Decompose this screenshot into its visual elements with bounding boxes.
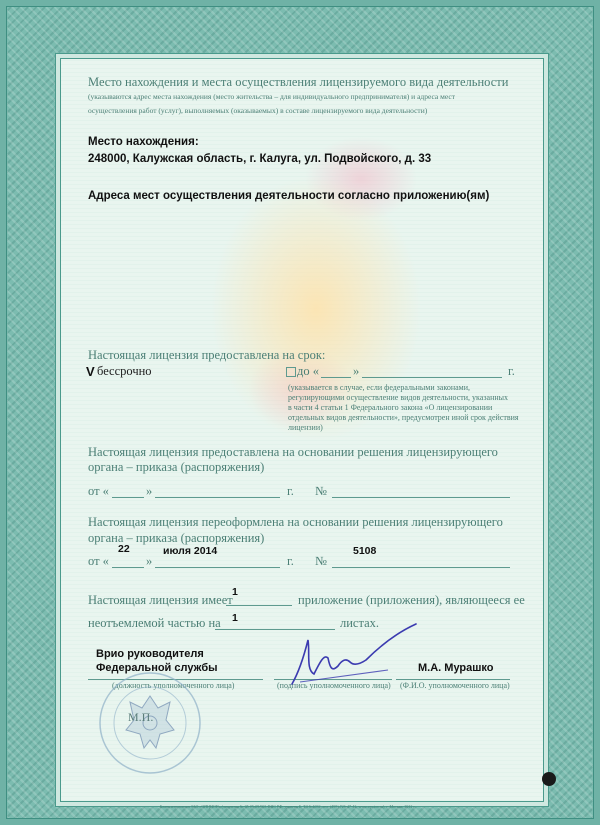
signature-caption: (подпись уполномоченного лица) xyxy=(277,681,391,690)
basis-from-mid: » xyxy=(146,484,153,498)
term-until-prefix: до « xyxy=(297,364,319,378)
basis-year-suffix: г. xyxy=(287,484,294,498)
term-note-1: (указывается в случае, если федеральными законами, xyxy=(288,383,471,392)
term-note-5: лицензии) xyxy=(288,423,323,432)
hole-punch-icon xyxy=(542,772,556,786)
reissue-day: 22 xyxy=(118,543,130,555)
activity-places: Адреса мест осуществления деятельности согласно приложению(ям) xyxy=(88,190,490,202)
term-note-3: в части 4 статьи 1 Федерального закона «О лицензировании xyxy=(288,403,493,412)
term-label: Настоящая лицензия предоставлена на срок: xyxy=(88,348,326,362)
header-title: Место нахождения и места осуществления лицензируемого вида деятельности xyxy=(88,75,509,89)
stamp-place: М.П. xyxy=(128,710,154,724)
term-note-2: регулирующими осуществление видов деятельности, указанных xyxy=(288,393,509,402)
appendix-line-1-prefix: Настоящая лицензия имеет xyxy=(88,593,233,607)
term-unlimited-label: бессрочно xyxy=(97,364,152,378)
location-label: Место нахождения: xyxy=(88,136,199,148)
location-address: 248000, Калужская область, г. Калуга, ул. Подвойского, д. 33 xyxy=(88,153,432,165)
term-until-mid: » xyxy=(353,364,360,378)
term-check-mark: V xyxy=(86,364,95,379)
reissue-line-2: органа – приказа (распоряжения) xyxy=(88,531,265,545)
basis-line-2: органа – приказа (распоряжения) xyxy=(88,460,265,474)
term-note-4: отдельных видов деятельности», предусмотрен иной срок действия xyxy=(288,413,519,422)
appendix-count: 1 xyxy=(232,586,238,598)
position-caption: (должность уполномоченного лица) xyxy=(112,681,235,690)
reissue-line-1: Настоящая лицензия переоформлена на основании решения лицензирующего xyxy=(88,515,503,529)
signer-name: М.А. Мурашко xyxy=(418,662,494,674)
reissue-number: 5108 xyxy=(353,545,377,557)
signer-position-2: Федеральной службы xyxy=(96,662,218,674)
signer-position-1: Врио руководителя xyxy=(96,648,204,660)
basis-line-1: Настоящая лицензия предоставлена на основании решения лицензирующего xyxy=(88,445,498,459)
reissue-month-year: июля 2014 xyxy=(163,545,218,557)
printer-info: Бланк изготовлен ЗАО «ОПЦИОН» (лицензия № 05-05-09/003 ФНС РФ, уровень Б, ТЗ №1032, тел. (495) 726-47-42, www.opcion.ru), г. Москва, 2012 г. xyxy=(160,804,416,809)
reissue-from-prefix: от « xyxy=(88,554,109,568)
header-note-2: осуществления работ (услуг), выполняемых (оказываемых) в составе лицензируемого вида деятельности) xyxy=(88,106,428,115)
term-until-suffix: г. xyxy=(508,364,515,378)
reissue-year-suffix: г. xyxy=(287,554,294,568)
until-checkbox-icon xyxy=(286,367,296,377)
header-note-1: (указываются адрес места нахождения (место жительства – для индивидуального предпринимателя) и адреса мест xyxy=(88,92,455,101)
appendix-line-2-prefix: неотъемлемой частью на xyxy=(88,616,221,630)
appendix-line-1-suffix: приложение (приложения), являющееся ее xyxy=(298,593,525,607)
name-caption: (Ф.И.О. уполномоченного лица) xyxy=(400,681,510,690)
basis-number-sign: № xyxy=(315,484,327,498)
basis-from-prefix: от « xyxy=(88,484,109,498)
signature-icon xyxy=(270,618,430,698)
appendix-sheets: 1 xyxy=(232,612,238,624)
reissue-number-sign: № xyxy=(315,554,327,568)
appendix-line-2-suffix: листах. xyxy=(340,616,380,630)
reissue-from-mid: » xyxy=(146,554,153,568)
